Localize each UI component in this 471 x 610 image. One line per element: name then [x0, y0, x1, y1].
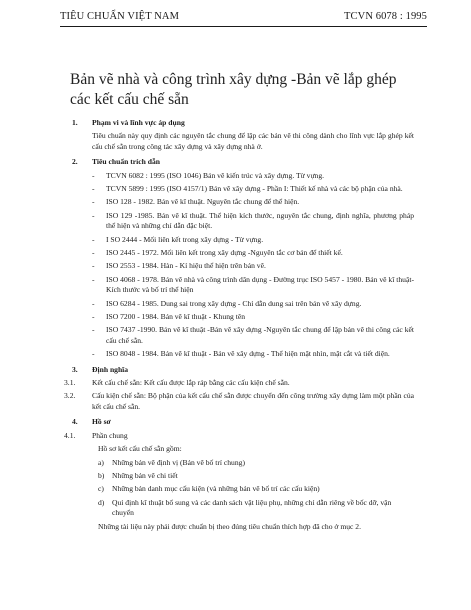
dossier-intro: Hồ sơ kết cấu chế sẵn gồm:: [98, 444, 182, 454]
section-number: 2.: [72, 157, 78, 167]
reference-item: - ISO 129 -1985. Bản vẽ kĩ thuật. Thể hiện kích thước, nguyên tắc chung, định nghĩa, phương pháp thể hiện và những chỉ dẫn đặc biệt.: [92, 210, 414, 231]
reference-item: - ISO 4068 - 1978. Bản vẽ nhà và công trình dân dụng - Đường trục ISO 5457 - 1980. Bản vẽ kĩ thuật- Kích thước và bố trí thể hiện: [92, 274, 414, 295]
section-4-heading: [0, 417, 471, 427]
document-title: Bản vẽ nhà và công trình xây dựng -Bản vẽ lắp ghép các kết cấu chế sẵn: [70, 71, 397, 108]
reference-item: - ISO 8048 - 1984. Bản vẽ kĩ thuật - Bản vẽ xây dựng - Thể hiện mặt nhìn, mặt cắt và tiết diện.: [92, 349, 390, 359]
subsection-title: Phần chung: [92, 430, 128, 440]
dossier-item: a) Những bản vẽ định vị (Bản vẽ bố trí chung): [98, 457, 245, 467]
definition-number: 3.1.: [64, 378, 76, 388]
section-title: Định nghĩa: [92, 364, 129, 374]
reference-item: - ISO 7200 - 1984. Bản vẽ kĩ thuật - Khung tên: [92, 312, 245, 322]
document-body: [0, 118, 471, 532]
dossier-item: b) Những bản vẽ chi tiết: [98, 470, 178, 480]
dossier-item: d) Quỉ định kĩ thuật bổ sung và các danh sách vật liệu phụ, những chỉ dẫn riêng về bốc dỡ, vận chuyển: [98, 497, 392, 518]
dossier-closing: Những tài liệu này phải được chuẩn bị theo đúng tiêu chuẩn thích hợp đã cho ở mục 2.: [98, 521, 362, 531]
section-number: 4.: [72, 417, 78, 427]
section-title: Tiêu chuẩn trích dẫn: [92, 157, 161, 167]
section-title: Phạm vi và lĩnh vực áp dụng: [92, 118, 185, 127]
subsection-4-1-heading: [0, 431, 471, 441]
reference-item: - TCVN 5899 : 1995 (ISO 4157/1) Bản vẽ xây dựng - Phần I: Thiết kế nhà và các bộ phận của nhà.: [92, 184, 403, 193]
header-standard-code: TCVN 6078 : 1995: [344, 11, 427, 22]
reference-item: - ISO 128 - 1982. Bản vẽ kĩ thuật. Nguyên tắc chung để thể hiện.: [92, 197, 300, 207]
definition-item: [0, 378, 471, 388]
reference-item: - ISO 7437 -1990. Bản vẽ kĩ thuật -Bản vẽ xây dựng -Nguyên tắc chung để lập bản vẽ thi công các kết cấu chế sẵn.: [92, 325, 414, 345]
reference-item: - TCVN 6082 : 1995 (ISO 1046) Bản vẽ kiến trúc và xây dựng. Từ vựng.: [92, 170, 325, 180]
reference-item: - ISO 2445 - 1972. Mối liên kết trong xây dựng -Nguyên tắc cơ bản để thiết kế.: [92, 248, 343, 258]
header-standard-label: TIÊU CHUẨN VIỆT NAM: [60, 11, 180, 22]
definition-item: [0, 391, 471, 412]
dossier-item: c) Những bản danh mục cấu kiện (và những bản vẽ bố trí các cấu kiện): [98, 484, 320, 494]
definition-text: Cấu kiện chế sẵn: Bộ phận của kết cấu chế sẵn được chuyển đến công trường xây dựng làm một phần của kết cấu chế sẵn.: [92, 391, 414, 411]
reference-item: - ISO 2553 - 1984. Hàn - Kí hiệu thể hiện trên bản vẽ.: [92, 261, 266, 271]
section-number: 1.: [72, 118, 78, 127]
section-number: 3.: [72, 364, 78, 374]
section-3-heading: [0, 365, 471, 375]
section-1-heading: [0, 118, 471, 128]
section-1-paragraph: Tiêu chuẩn này quy định các nguyên tắc chung để lập các bản vẽ thi công dành cho lĩnh vực lắp ghép kết cấu chế sẵn trong công tác xây dựng và xây dựng nhà ở.: [92, 131, 414, 151]
definition-number: 3.2.: [64, 391, 76, 401]
definition-text: Kết cấu chế sẵn: Kết cấu được lắp ráp bằng các cấu kiện chế sẵn.: [92, 378, 290, 388]
subsection-number: 4.1.: [64, 430, 76, 440]
reference-item: - I SO 2444 - Mối liên kết trong xây dựng - Từ vựng.: [92, 234, 264, 244]
section-title: Hồ sơ: [92, 417, 111, 427]
section-2-heading: [0, 157, 471, 167]
reference-item: - ISO 6284 - 1985. Dung sai trong xây dựng - Chỉ dẫn dung sai trên bản vẽ xây dựng.: [92, 298, 362, 308]
header-rule: [60, 26, 427, 27]
